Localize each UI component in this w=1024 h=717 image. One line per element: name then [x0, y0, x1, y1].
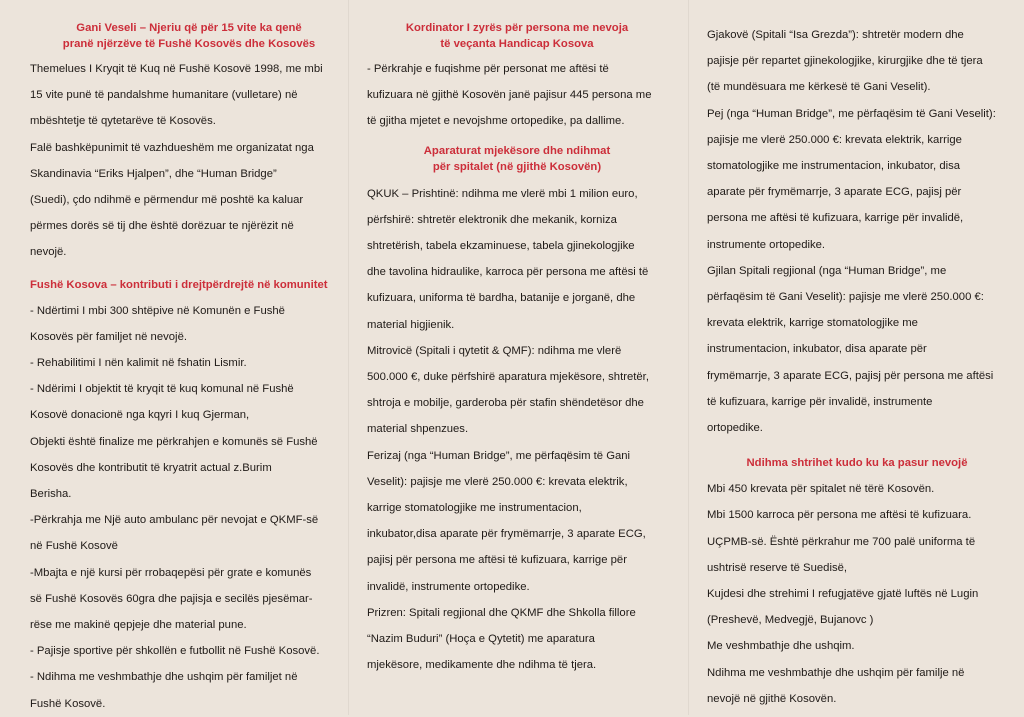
text-line: “Nazim Buduri” (Hoça e Qytetit) me aparatura [367, 633, 595, 646]
text-line: Kosovës për familjet në nevojë. [30, 330, 187, 343]
text-line: aparate për frymëmarrje, 3 aparate ECG, pajisj për [707, 186, 962, 199]
text-line: persona me aftësi të kufizuara, karrige për invalidë, [707, 212, 964, 225]
text-line: material higjienik. [367, 318, 455, 331]
text-line: Gjilan Spitali regjional (nga “Human Bridge”, me [707, 264, 947, 277]
text-line: (të mundësuara me kërkesë të Gani Veselit). [707, 81, 931, 94]
text-line: frymëmarrje, 3 aparate ECG, pajisj për persona me aftësi [707, 369, 994, 382]
text-line: Mbi 450 krevata për spitalet në tërë Kosovën. [707, 483, 935, 496]
text-line: Falë bashkëpunimit të vazhdueshëm me organizatat nga [30, 141, 314, 154]
hospitals-continued-paragraph [707, 22, 1007, 441]
text-line: - Rehabilitimi I nën kalimit në fshatin Lismir. [30, 357, 247, 370]
text-line: pajisj për persona me aftësi të kufizuara, karrige për [367, 554, 627, 567]
intro-paragraph [30, 56, 348, 266]
section-heading-handicap-kosova-line2: të veçanta Handicap Kosova [440, 38, 594, 50]
text-line: UÇPMB-së. Është përkrahur me 700 palë uniforma të [707, 535, 976, 548]
text-line: pajisje me vlerë 250.000 €: krevata elektrik, karrige [707, 133, 962, 146]
ndihma-list [707, 476, 1007, 712]
text-line: Kujdesi dhe strehimi I refugjatëve gjatë luftës në Lugin [707, 588, 979, 601]
text-line: Pej (nga “Human Bridge”, me përfaqësim të Gani Veselit): [707, 107, 996, 120]
column-middle [367, 20, 667, 678]
text-line: invalidë, instrumente ortopedike. [367, 580, 530, 593]
section-heading-aparaturat-line2: për spitalet (në gjithë Kosovën) [432, 160, 602, 173]
fushe-kosova-list [30, 298, 348, 717]
text-line: Kosovë donacionë nga kqyri I kuq Gjerman, [30, 409, 250, 422]
fold-line [688, 0, 689, 715]
section-heading-gani-veseli-line2: pranë njërzëve të Fushë Kosovës dhe Kosovës [62, 38, 316, 50]
section-heading-handicap-kosova: Kordinator I zyrës për persona me nevoja [405, 22, 629, 34]
text-line: Me veshmbathje dhe ushqim. [707, 640, 855, 653]
text-line: përmes dorës së tij dhe është dorëzuar te njërëzit në [30, 220, 294, 233]
fold-line [348, 0, 349, 715]
text-line: Ndihma me veshmbathje dhe ushqim për familje në [707, 666, 965, 679]
text-line: kufizuara në gjithë Kosovën janë pajisur 445 persona me [367, 89, 652, 102]
text-line: nevojë në gjithë Kosovën. [707, 692, 837, 705]
text-line: - Përkrahje e fuqishme për personat me aftësi të [367, 63, 609, 75]
text-line: - Ndërtimi I mbi 300 shtëpive në Komunën e Fushë [30, 304, 285, 317]
text-line: Prizren: Spitali regjional dhe QKMF dhe Shkolla fillore [367, 606, 636, 619]
text-line: pajisje për repartet gjinekologjike, kirurgjike dhe të tjera [707, 55, 983, 68]
text-line: - Ndihma me veshmbathje dhe ushqim për familjet në [30, 671, 298, 684]
section-heading-ndihma-shtrihet: Ndihma shtrihet kudo ku ka pasur nevojë [746, 457, 968, 470]
text-line: Fushë Kosovë. [30, 697, 106, 710]
text-line: Mitrovicë (Spitali i qytetit & QMF): ndihma me vlerë [367, 344, 622, 357]
text-line: kufizuara, uniforma të bardha, batanije e jorganë, dhe [367, 292, 636, 305]
text-line: së Fushë Kosovës 60gra dhe pajisja e secilës pjesëmar- [30, 592, 313, 605]
text-line: ortopedike. [707, 422, 763, 435]
text-line: Themelues I Kryqit të Kuq në Fushë Kosovë 1998, me mbi [30, 63, 323, 75]
text-line: Veselit): pajisje me vlerë 250.000 €: krevata elektrik, [367, 475, 628, 488]
text-line: Berisha. [30, 488, 72, 501]
text-line: 500.000 €, duke përfshirë aparatura mjekësore, shtretër, [367, 371, 649, 384]
text-line: QKUK – Prishtinë: ndihma me vlerë mbi 1 milion euro, [367, 187, 638, 200]
text-line: përfaqësim të Gani Veselit): pajisje me vlerë 250.000 €: [707, 291, 984, 304]
column-right [707, 22, 1007, 712]
text-line: Kosovës dhe kontributit të kryatrit actual z.Burim [30, 461, 272, 474]
text-line: mjekësore, medikamente dhe ndihma të tjera. [367, 659, 597, 672]
text-line: (Preshevë, Medvegjë, Bujanovc ) [707, 614, 874, 627]
text-line: Mbi 1500 karroca për persona me aftësi të kufizuara. [707, 509, 972, 522]
text-line: - Pajisje sportive për shkollën e futbollit në Fushë Kosovë. [30, 645, 320, 658]
text-line: në Fushë Kosovë [30, 540, 118, 553]
section-heading-aparaturat: Aparaturat mjekësore dhe ndihmat [423, 144, 611, 157]
text-line: Gjakovë (Spitali “Isa Grezda”): shtretër modern dhe [707, 29, 964, 41]
text-line: dhe tavolina hidraulike, karroca për persona me aftësi të [367, 266, 649, 279]
text-line: instrumente ortopedike. [707, 238, 826, 251]
text-line: Objekti është finalize me përkrahjen e komunës së Fushë [30, 435, 318, 448]
text-line: -Mbajta e një kursi për rrobaqepësi për grate e komunës [30, 566, 312, 579]
hospitals-paragraph [367, 181, 667, 679]
text-line: shtretërish, tabela ekzaminuese, tabela gjinekologjike [367, 240, 635, 253]
text-line: 15 vite punë të pandalshme humanitare (vulletare) në [30, 89, 298, 102]
text-line: përfshirë: shtretër elektronik dhe mekanik, korniza [367, 213, 617, 226]
handicap-paragraph [367, 56, 667, 135]
text-line: inkubator,disa aparate për frymëmarrje, 3 aparate ECG, [367, 528, 646, 541]
text-line: karrige stomatologjike me instrumentacion, [367, 502, 582, 515]
text-line: mbështetje të qytetarëve të Kosovës. [30, 115, 216, 128]
text-line: material shpenzues. [367, 423, 469, 436]
text-line: Skandinavia “Eriks Hjalpen”, dhe “Human Bridge” [30, 167, 277, 180]
text-line: Ferizaj (nga “Human Bridge”, me përfaqësim të Gani [367, 449, 631, 462]
text-line: të kufizuara, karrige për invalidë, instrumente [707, 395, 933, 408]
text-line: krevata elektrik, karrige stomatologjike me [707, 317, 918, 330]
text-line: - Ndërimi I objektit të kryqit të kuq komunal në Fushë [30, 383, 294, 396]
text-line: instrumentacion, inkubator, disa aparate për [707, 343, 927, 356]
text-line: (Suedi), çdo ndihmë e përmendur më poshtë ka kaluar [30, 194, 304, 207]
column-left [30, 20, 348, 717]
text-line: shtroja e mobilje, garderoba për stafin shëndetësor dhe [367, 397, 644, 410]
text-line: stomatologjike me instrumentacion, inkubator, disa [707, 160, 961, 173]
text-line: ushtrisë reserve të Suedisë, [707, 561, 848, 574]
text-line: -Përkrahja me Një auto ambulanc për nevojat e QKMF-së [30, 514, 319, 527]
text-line: nevojë. [30, 246, 67, 259]
text-line: të gjitha mjetet e nevojshme ortopedike, pa dallime. [367, 115, 625, 128]
text-line: rëse me makinë qepjeje dhe material pune. [30, 619, 247, 632]
section-heading-fushe-kosova: Fushë Kosova – kontributi i drejtpërdrejtë në komunitet [30, 278, 328, 291]
section-heading-gani-veseli: Gani Veseli – Njeriu që për 15 vite ka qenë [76, 22, 302, 34]
